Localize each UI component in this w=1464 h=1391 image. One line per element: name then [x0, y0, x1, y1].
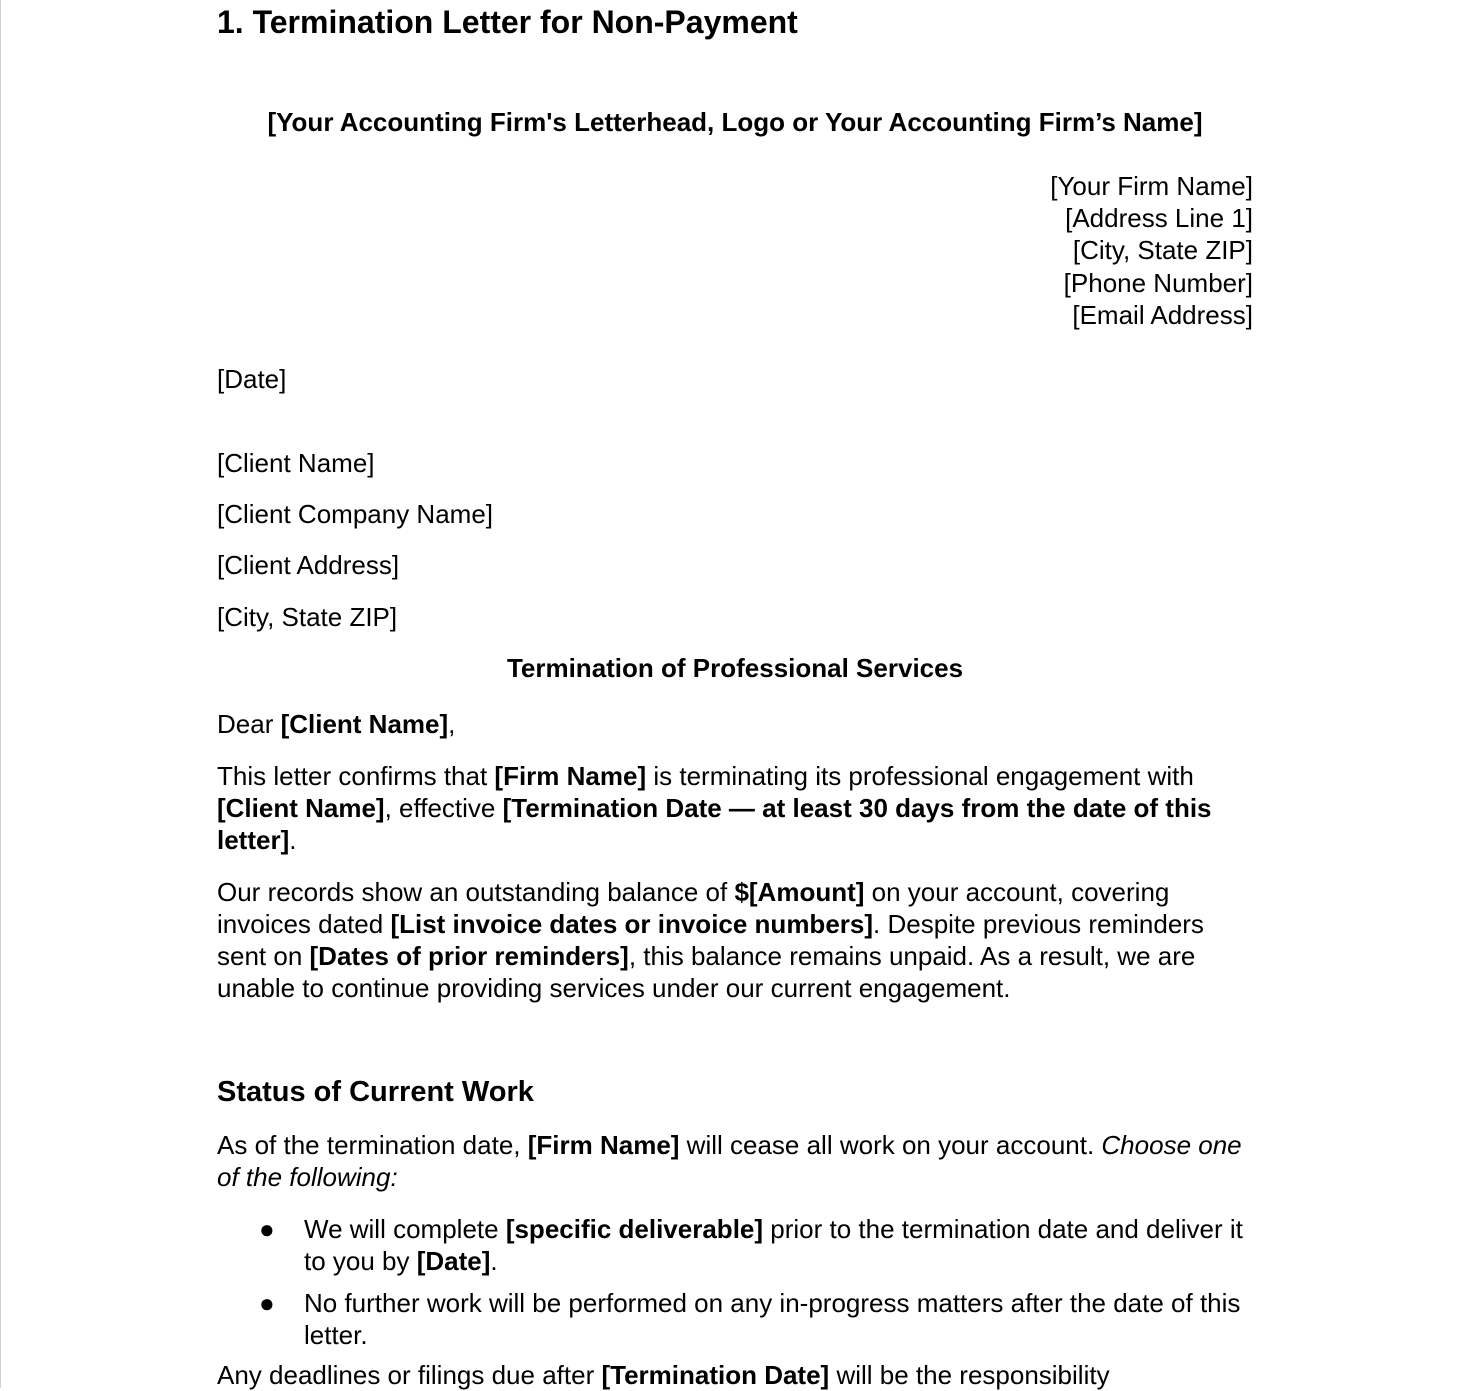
- letterhead-placeholder: [Your Accounting Firm's Letterhead, Logo or Your Accounting Firm’s Name]: [267, 107, 1203, 137]
- letter-subject: Termination of Professional Services: [506, 653, 964, 683]
- paragraph-status-intro: As of the termination date, [Firm Name] will cease all work on your account. Choose one of the following:: [217, 1130, 1242, 1192]
- firm-address-line: [Address Line 1]: [1065, 203, 1253, 234]
- page-left-edge: [0, 0, 1, 1388]
- paragraph-outstanding-balance: Our records show an outstanding balance of $[Amount] on your account, covering invoices dated [List invoice dates or invoice numbers]. Despite previous reminders sent on [Dates of prior reminders], this balance remains unpaid. As a result, we are unable to continue providing services under our current engagement.: [217, 877, 1204, 1003]
- firm-city-state-zip: [City, State ZIP]: [1072, 235, 1253, 266]
- letter-date: [Date]: [217, 364, 287, 394]
- bullet-icon: ●: [259, 1288, 275, 1318]
- client-name: [Client Name]: [217, 448, 375, 478]
- paragraph-termination-confirmation: This letter confirms that [Firm Name] is terminating its professional engagement with [Client Name], effective [Termination Date — at least 30 days from the date of this letter].: [217, 761, 1212, 855]
- list-item-text: We will complete [specific deliverable] prior to the termination date and deliver it to you by [Date].: [304, 1214, 1243, 1276]
- firm-email: [Email Address]: [1072, 299, 1253, 330]
- client-company-name: [Client Company Name]: [217, 499, 493, 529]
- client-address: [Client Address]: [217, 550, 400, 580]
- paragraph-deadlines: Any deadlines or filings due after [Termination Date] will be the responsibility: [217, 1360, 1110, 1390]
- firm-address-block: [1050, 170, 1253, 331]
- list-item-text: No further work will be performed on any in-progress matters after the date of this letter.: [304, 1288, 1241, 1350]
- section-heading-status: Status of Current Work: [217, 1076, 534, 1108]
- document-title: 1. Termination Letter for Non-Payment: [217, 4, 798, 40]
- firm-name: [Your Firm Name]: [1050, 171, 1253, 201]
- firm-phone: [Phone Number]: [1063, 267, 1253, 298]
- client-city-state-zip: [City, State ZIP]: [217, 602, 398, 632]
- salutation: Dear [Client Name],: [217, 709, 456, 739]
- bullet-icon: ●: [259, 1214, 275, 1244]
